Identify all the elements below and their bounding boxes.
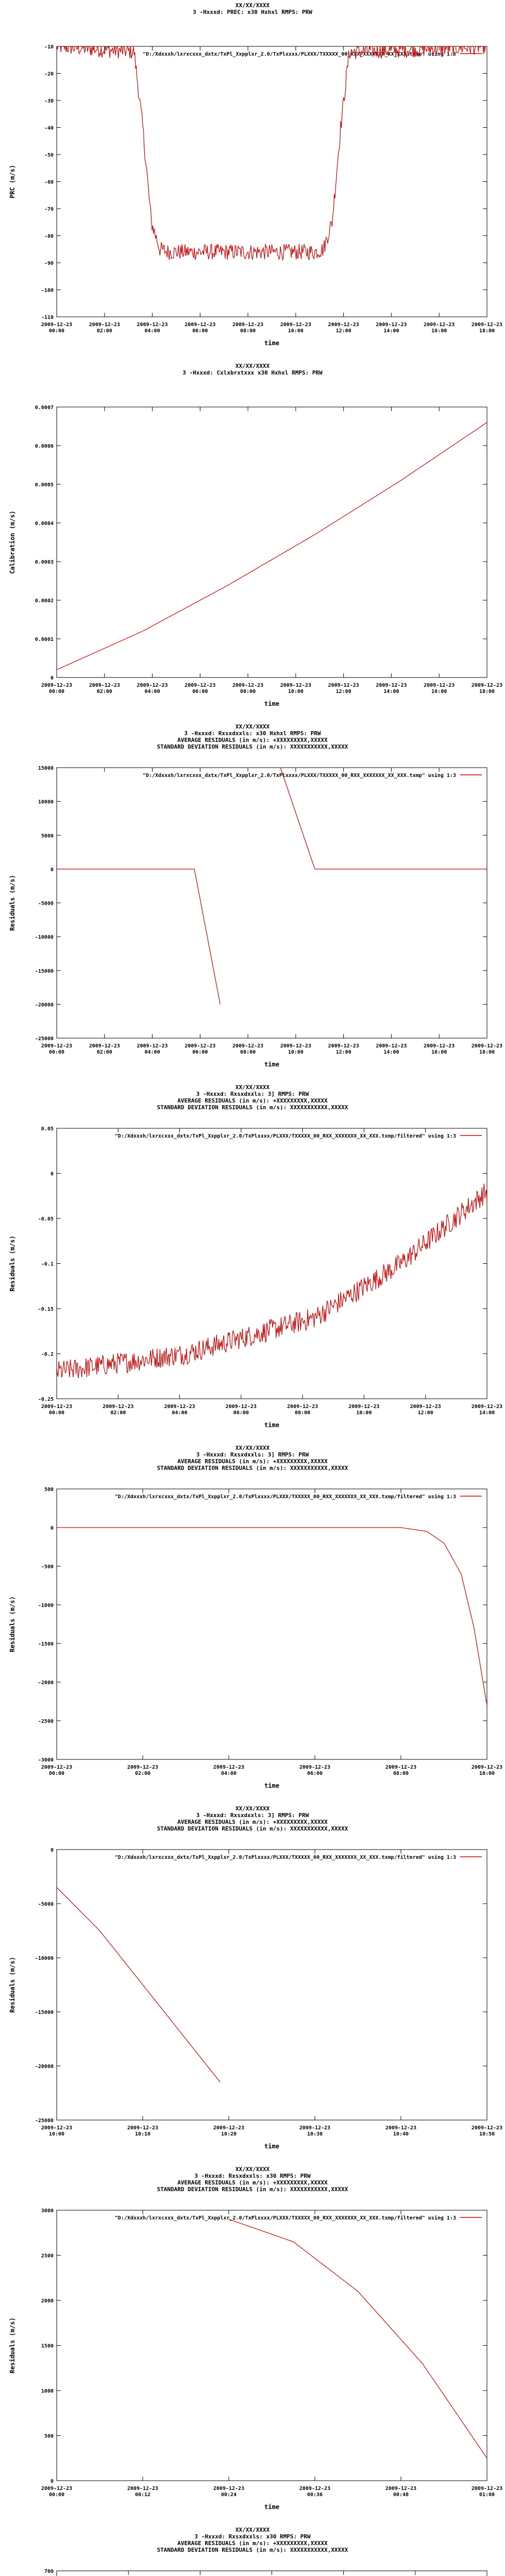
x-tick-label: 2009-12-23 12:00 [328,322,359,334]
chart-title-line: XX/XX/XXXX [235,1084,270,1091]
series-line [57,1888,220,2082]
x-tick-label: 2009-12-23 12:00 [410,1404,441,1416]
y-tick-label: 0.0005 [35,482,54,488]
chart-svg [0,1803,505,2164]
y-axis-label: Calibration (m/s) [9,511,16,574]
chart-title-line: STANDARD DEVIATION RESIDUALS (in m/s): XXXXXXXXXXX,XXXXX [157,2547,348,2553]
x-tick-label: 2009-12-23 00:00 [41,322,73,334]
x-tick-label: 2009-12-23 00:00 [41,1043,73,1055]
y-tick-label: -5000 [38,901,54,907]
y-tick-label: -0.15 [38,1307,54,1312]
x-tick-label: 2009-12-23 16:00 [424,683,455,694]
x-tick-label: 2009-12-23 00:12 [127,2486,159,2498]
chart-title-line: 3 -Hxxxd: Rxsxdxxls: x30 RMPS: PRW [194,2533,311,2540]
y-tick-label: 0 [50,2479,54,2484]
y-axis-label: Residuals (m/s) [9,2317,16,2374]
chart-title-line: 3 -Hxxxd: Rxsxdxxls: x30 Hxhxl RMPS: PRW [184,730,321,737]
y-tick-label: 10000 [38,799,54,805]
y-tick-label: 500 [44,1487,54,1493]
x-tick-label: 2009-12-23 02:00 [89,683,120,694]
y-tick-label: 700 [44,2569,54,2574]
x-tick-label: 2009-12-23 10:50 [471,2125,503,2137]
x-axis-label: time [264,1782,279,1789]
y-tick-label: 3000 [41,2208,54,2214]
y-tick-label: 0 [50,1171,54,1177]
chart-title-line: 3 -Hxxxd: Rxsxdxxls: 3] RMPS: PRW [196,1812,309,1819]
x-tick-label: 2009-12-23 00:48 [385,2486,417,2498]
plot-frame [57,1489,487,1759]
y-tick-label: 0.05 [41,1126,54,1132]
y-axis-label: Residuals (m/s) [9,1957,16,2013]
y-tick-label: 0.0007 [35,405,54,411]
chart-title-line: 3 -Hxxxd: Cxlxbrxtxxx x30 Hxhxl RMPS: PRW [182,369,323,376]
y-tick-label: -20000 [35,2064,54,2070]
chart-title-line: STANDARD DEVIATION RESIDUALS (in m/s): XXXXXXXXXXX,XXXXX [157,1825,348,1832]
plot-frame [57,2210,487,2481]
chart-title-line: STANDARD DEVIATION RESIDUALS (in m/s): XXXXXXXXXXX,XXXXX [157,743,348,750]
x-tick-label: 2009-12-23 08:00 [385,1765,417,1776]
x-tick-label: 2009-12-23 10:00 [280,683,311,694]
y-tick-label: -2500 [38,1719,54,1724]
x-tick-label: 2009-12-23 02:00 [89,322,120,334]
y-tick-label: -10000 [35,935,54,941]
x-tick-label: 2009-12-23 10:00 [280,1043,311,1055]
y-tick-label: 2000 [41,2298,54,2304]
chart-panel [0,1443,505,1803]
y-tick-label: 0.0001 [35,637,54,642]
x-tick-label: 2009-12-23 10:00 [41,2125,73,2137]
plot-frame [57,768,487,1038]
y-tick-label: -0.05 [38,1216,54,1222]
x-tick-label: 2009-12-23 12:00 [328,1043,359,1055]
x-axis-label: time [264,1421,279,1429]
legend-label: "D:/Xdxxxh/lxrxcxxx_dxtx/TxPl_Xxpplxr_2.0/TxPlxxxx/PLXXX/TXXXXX_00_RXX_XXXXXXX_XX_XXX.txmp/filtered" using 1:3 [114,1494,456,1500]
x-tick-label: 2009-12-23 00:36 [299,2486,331,2498]
chart-title-line: 3 -Hxxxd: PREC: x30 Hxhxl RMPS: PRW [193,9,312,15]
chart-title-line: AVERAGE RESIDUALS (in m/s): +XXXXXXXXX,XXXXX [177,737,328,743]
x-tick-label: 2009-12-23 02:00 [89,1043,120,1055]
y-tick-label: -110 [41,315,54,320]
x-tick-label: 2009-12-23 02:00 [127,1765,159,1776]
chart-title-line: XX/XX/XXXX [235,363,270,369]
chart-panel [0,721,505,1082]
y-tick-label: -70 [44,207,54,212]
y-tick-label: -0.1 [41,1261,54,1267]
y-axis-label: Residuals (m/s) [9,1596,16,1652]
y-tick-label: -3000 [38,1757,54,1763]
y-tick-label: -5000 [38,1902,54,1907]
chart-title-line: AVERAGE RESIDUALS (in m/s): +XXXXXXXXX,XXXXX [177,2540,328,2547]
x-tick-label: 2009-12-23 00:00 [41,1404,73,1416]
chart-title-line: 3 -Hxxxd: Rxsxdxxls: 3] RMPS: PRW [196,1091,309,1097]
x-tick-label: 2009-12-23 14:00 [376,1043,407,1055]
chart-title-line: XX/XX/XXXX [235,1445,270,1451]
chart-title-line: STANDARD DEVIATION RESIDUALS (in m/s): XXXXXXXXXXX,XXXXX [157,1104,348,1111]
y-tick-label: 0 [50,1526,54,1531]
y-axis-label: PRC (m/s) [9,164,16,199]
chart-panel [0,2164,505,2524]
series-line [57,1528,487,1705]
y-tick-label: 1000 [41,2388,54,2394]
chart-panel [0,2524,505,2576]
chart-title-line: AVERAGE RESIDUALS (in m/s): +XXXXXXXXX,XXXXX [177,1097,328,1104]
x-tick-label: 2009-12-23 16:00 [424,322,455,334]
x-tick-label: 2009-12-23 08:00 [232,683,264,694]
x-tick-label: 2009-12-23 12:00 [328,683,359,694]
legend-label: "D:/Xdxxxh/lxrxcxxx_dxtx/TxPl_Xxpplxr_2.0/TxPlxxxx/PLXXX/TXXXXX_00_RXX_XXXXXXX_XX_XXX.txmp/filtered" using 1:3 [114,2215,456,2221]
chart-panel [0,1803,505,2164]
y-tick-label: -30 [44,98,54,104]
y-tick-label: -100 [41,287,54,294]
x-tick-label: 2009-12-23 08:00 [232,322,264,334]
chart-title-line: XX/XX/XXXX [235,2166,270,2173]
chart-title-line: AVERAGE RESIDUALS (in m/s): +XXXXXXXXX,XXXXX [177,2179,328,2186]
y-tick-label: -90 [44,261,54,266]
plot-frame [57,1850,487,2120]
y-tick-label: -20000 [35,1002,54,1008]
y-tick-label: -15000 [35,968,54,974]
y-tick-label: 0.0004 [35,521,54,527]
y-tick-label: -60 [44,179,54,185]
y-tick-label: 0.0003 [35,560,54,565]
y-tick-label: 0 [50,675,54,681]
y-tick-label: -0.2 [41,1351,54,1358]
x-tick-label: 2009-12-23 04:00 [137,1043,168,1055]
chart-title-line: 3 -Hxxxd: Rxsxdxxls: 3] RMPS: PRW [196,1451,309,1458]
y-tick-label: 15000 [38,766,54,771]
x-tick-label: 2009-12-23 04:00 [137,683,168,694]
plot-frame [57,1128,487,1399]
x-tick-label: 2009-12-23 02:00 [103,1404,134,1416]
x-tick-label: 2009-12-23 00:00 [41,2486,73,2498]
x-tick-label: 2009-12-23 14:00 [376,683,407,694]
chart-title-line: AVERAGE RESIDUALS (in m/s): +XXXXXXXXX,XXXXX [177,1819,328,1825]
x-tick-label: 2009-12-23 04:00 [164,1404,195,1416]
chart-panel [0,1082,505,1443]
y-axis-label: Residuals (m/s) [9,875,16,931]
x-tick-label: 2009-12-23 04:00 [213,1765,245,1776]
y-tick-label: -40 [44,125,54,131]
chart-panel [0,0,505,361]
chart-svg [0,361,505,721]
chart-title-line: STANDARD DEVIATION RESIDUALS (in m/s): XXXXXXXXXXX,XXXXX [157,1465,348,1471]
y-tick-label: -10 [44,44,54,50]
x-tick-label: 2009-12-23 10:20 [213,2125,245,2137]
chart-title-line: 3 -Hxxxd: Rxsxdxxls: x30 RMPS: PRW [194,2173,311,2179]
y-tick-label: -1500 [38,1641,54,1647]
chart-svg [0,2524,505,2576]
x-axis-label: time [264,340,279,347]
legend-label: "D:/Xdxxxh/lxrxcxxx_dxtx/TxPl_Xxpplxr_2.0/TxPlxxxx/PLXXX/TXXXXX_00_RXX_XXXXXXX_XX_XXX.txmp" using 1:3 [142,773,456,778]
y-tick-label: -1000 [38,1603,54,1608]
y-tick-label: 1500 [41,2343,54,2349]
y-axis-label: Residuals (m/s) [9,1235,16,1292]
chart-svg [0,721,505,1082]
series-line [57,422,487,670]
chart-title-line: AVERAGE RESIDUALS (in m/s): +XXXXXXXXX,XXXXX [177,1458,328,1465]
x-axis-label: time [264,2503,279,2511]
y-tick-label: 0.0006 [35,444,54,449]
x-tick-label: 2009-12-23 10:00 [280,322,311,334]
chart-svg [0,1082,505,1443]
x-tick-label: 2009-12-23 04:00 [137,322,168,334]
x-tick-label: 2009-12-23 06:00 [184,322,216,334]
legend-label: "D:/Xdxxxh/lxrxcxxx_dxtx/TxPl_Xxpplxr_2.0/TxPlxxxx/PLXXX/TXXXXX_00_RXX_XXXXXXX_XX_XXX.txmp/filtered" using 1:3 [114,1855,456,1860]
x-tick-label: 2009-12-23 08:00 [232,1043,264,1055]
x-tick-label: 2009-12-23 08:00 [287,1404,318,1416]
x-tick-label: 2009-12-23 06:00 [225,1404,257,1416]
y-tick-label: -15000 [35,2010,54,2015]
x-tick-label: 2009-12-23 10:30 [299,2125,331,2137]
y-tick-label: -50 [44,152,54,158]
y-tick-label: -2000 [38,1680,54,1686]
series-line [57,768,487,1004]
y-tick-label: 5000 [41,833,54,839]
x-tick-label: 2009-12-23 06:00 [184,683,216,694]
x-tick-label: 2009-12-23 10:00 [348,1404,380,1416]
y-tick-label: -10000 [35,1956,54,1961]
x-tick-label: 2009-12-23 14:00 [471,1404,503,1416]
y-tick-label: 0.0002 [35,598,54,604]
chart-title-line: XX/XX/XXXX [235,723,270,730]
y-tick-label: 0 [50,1848,54,1853]
series-line [57,1183,487,1378]
x-tick-label: 2009-12-23 00:00 [41,683,73,694]
x-tick-label: 2009-12-23 00:24 [213,2486,245,2498]
x-tick-label: 2009-12-23 14:00 [376,322,407,334]
x-tick-label: 2009-12-23 01:00 [471,2486,503,2498]
chart-panel [0,361,505,721]
legend-label: "D:/Xdxxxh/lxrxcxxx_dxtx/TxPl_Xxpplxr_2.0/TxPlxxxx/PLXXX/TXXXXX_00_RXX_XXXXXXX_XX_XXX.txmp" using 1:3 [142,52,456,57]
x-tick-label: 2009-12-23 18:00 [471,683,503,694]
y-tick-label: -25000 [35,1036,54,1042]
chart-title-line: STANDARD DEVIATION RESIDUALS (in m/s): XXXXXXXXXXX,XXXXX [157,2186,348,2193]
chart-title-line: XX/XX/XXXX [235,2527,270,2533]
y-tick-label: -80 [44,233,54,240]
chart-svg [0,0,505,361]
x-axis-label: time [264,2143,279,2150]
y-tick-label: -500 [41,1564,54,1570]
chart-title-line: XX/XX/XXXX [235,1805,270,1812]
x-tick-label: 2009-12-23 18:00 [471,1043,503,1055]
x-tick-label: 2009-12-23 00:00 [41,1765,73,1776]
y-tick-label: 500 [44,2433,54,2439]
x-tick-label: 2009-12-23 10:40 [385,2125,417,2137]
x-axis-label: time [264,700,279,707]
x-tick-label: 2009-12-23 10:00 [471,1765,503,1776]
series-line [57,39,487,260]
chart-svg [0,2164,505,2524]
legend-label: "D:/Xdxxxh/lxrxcxxx_dxtx/TxPl_Xxpplxr_2.0/TxPlxxxx/PLXXX/TXXXXX_00_RXX_XXXXXXX_XX_XXX.txmp/filtered" using 1:3 [114,1133,456,1139]
series-line [229,2219,487,2459]
y-tick-label: -20 [44,71,54,77]
x-tick-label: 2009-12-23 06:00 [184,1043,216,1055]
chart-svg [0,1443,505,1803]
x-tick-label: 2009-12-23 06:00 [299,1765,331,1776]
x-tick-label: 2009-12-23 16:00 [424,1043,455,1055]
chart-title-line: XX/XX/XXXX [235,2,270,9]
plot-frame [57,46,487,317]
y-tick-label: 0 [50,867,54,873]
x-tick-label: 2009-12-23 18:00 [471,322,503,334]
y-tick-label: -0.25 [38,1397,54,1402]
y-tick-label: 2500 [41,2253,54,2259]
y-tick-label: -25000 [35,2118,54,2124]
x-tick-label: 2009-12-23 10:10 [127,2125,159,2137]
plot-frame [57,407,487,677]
x-axis-label: time [264,1061,279,1068]
